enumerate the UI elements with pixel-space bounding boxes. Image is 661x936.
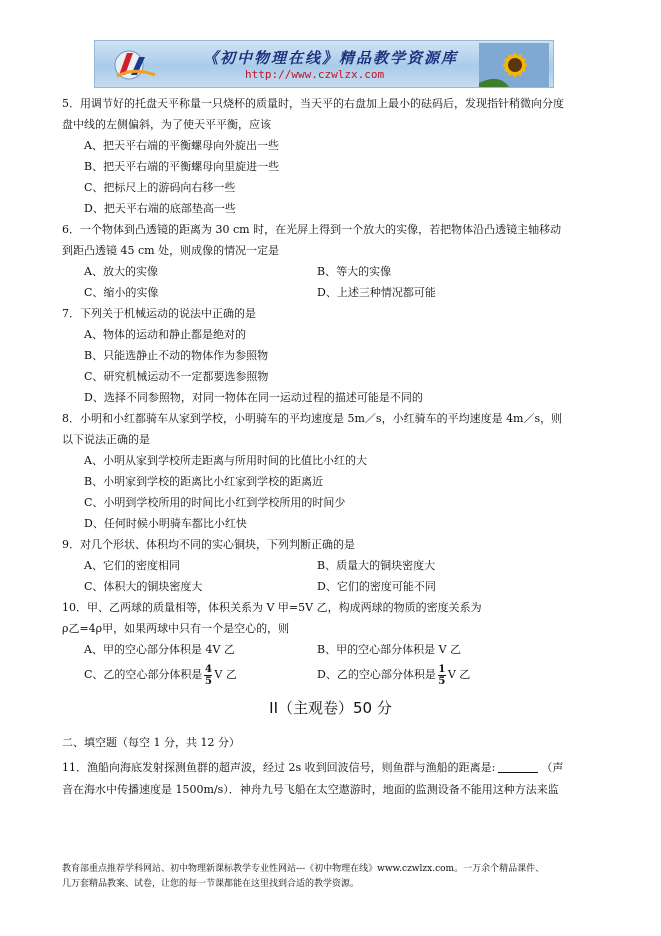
q9-option-d: D、它们的密度可能不同 [317, 580, 436, 593]
q6-options-row2 [62, 282, 602, 303]
q10-option-d-fraction [438, 665, 446, 686]
q10-option-c [62, 660, 317, 690]
q7-option-a: A、物体的运动和静止都是绝对的 [84, 328, 246, 341]
page-footer [62, 862, 602, 892]
q6-stem-line2: 到距凸透镜 45 cm 处，则成像的情况一定是 [62, 244, 280, 257]
q6-option-a: A、放大的实像 [84, 265, 158, 278]
q8-stem-line1: 8．小明和小红都骑车从家到学校，小明骑车的平均速度是 5m／s，小红骑车的平均速度是 4m／s，则 [62, 412, 563, 425]
q7-stem: 7．下列关于机械运动的说法中正确的是 [62, 307, 256, 320]
q10-option-d-unit: V 乙 [447, 668, 471, 681]
q6-option-c: C、缩小的实像 [84, 286, 159, 299]
q6-option-b: B、等大的实像 [317, 265, 392, 278]
q5-option-a: A、把天平右端的平衡螺母向外旋出一些 [84, 139, 279, 152]
q10-options-row1 [62, 639, 602, 660]
q5-option-b: B、把天平右端的平衡螺母向里旋进一些 [84, 160, 280, 173]
q10-option-d-text: D、乙的空心部分体积是 [317, 668, 436, 681]
q5-stem-line2: 盘中线的左侧偏斜，为了使天平平衡，应该 [62, 118, 271, 131]
q9-option-b: B、质量大的铜块密度大 [317, 559, 436, 572]
q7-option-b: B、只能选静止不动的物体作为参照物 [84, 349, 269, 362]
header-banner [94, 40, 554, 88]
q5-option-d: D、把天平右端的底部垫高一些 [84, 202, 236, 215]
q10-option-b: B、甲的空心部分体积是 V 乙 [317, 643, 462, 656]
q11-stem-part2: （声 [541, 761, 564, 774]
q6-option-d: D、上述三种情况都可能 [317, 286, 436, 299]
q10-option-d [317, 660, 550, 690]
q7-option-d: D、选择不同参照物，对同一物体在同一运动过程的描述可能是不同的 [84, 391, 423, 404]
q8-stem-line2: 以下说法正确的是 [62, 433, 150, 446]
q7-option-c: C、研究机械运动不一定都要选参照物 [84, 370, 269, 383]
q11-line2: 音在海水中传播速度是 1500m/s）．神舟九号飞船在太空遨游时，地面的监测设备不能用这种方法来监 [62, 783, 559, 796]
q8-option-b: B、小明家到学校的距离比小红家到学校的距离近 [84, 475, 324, 488]
question-list [62, 93, 602, 690]
q8-option-d: D、任何时候小明骑车都比小红快 [84, 517, 247, 530]
q10-option-c-fraction [204, 665, 212, 686]
q10-options-row2 [62, 660, 602, 690]
q11-line1 [62, 757, 602, 779]
q6-options-row1 [62, 261, 602, 282]
logo-icon [105, 45, 165, 83]
q8-option-c: C、小明到学校所用的时间比小红到学校所用的时间少 [84, 496, 346, 509]
banner-url[interactable]: http://www.czwlzx.com [245, 68, 385, 81]
q10-stem-line2: ρ乙=4ρ甲，如果两球中只有一个是空心的，则 [62, 622, 290, 635]
q10-stem-line1: 10．甲、乙两球的质量相等，体积关系为 V 甲=5V 乙，构成两球的物质的密度关系为 [62, 601, 482, 614]
q11-stem-part1: 11．渔船向海底发射探测鱼群的超声波，经过 2s 收到回波信号，则鱼群与渔船的距离是: [62, 761, 496, 774]
fill-in-heading: 二、填空题（每空 1 分，共 12 分） [62, 736, 240, 749]
q10-option-c-unit: V 乙 [214, 668, 237, 681]
footer-line2: 几万套精品教案、试卷，让您的每一节课都能在这里找到合适的教学资源。 [62, 879, 360, 889]
q10-c-denominator: 5 [204, 675, 212, 687]
q10-option-a: A、甲的空心部分体积是 4V 乙 [84, 643, 235, 656]
q9-options-row1 [62, 555, 602, 576]
q10-c-numerator: 4 [204, 663, 212, 675]
q8-option-a: A、小明从家到学校所走距离与所用时间的比值比小红的大 [84, 454, 367, 467]
q10-d-denominator: 5 [438, 675, 446, 687]
sunflower-icon [479, 43, 549, 87]
q9-stem: 9．对几个形状、体积均不同的实心铜块，下列判断正确的是 [62, 538, 355, 551]
q10-option-c-text: C、乙的空心部分体积是 [84, 668, 203, 681]
footer-line1: 教育部重点推荐学科网站、初中物理新课标教学专业性网站---《初中物理在线》www.czwlzx.com。一万余个精品课件、 [62, 864, 545, 874]
q11-answer-blank[interactable] [498, 760, 538, 773]
q10-d-numerator: 1 [438, 663, 446, 675]
banner-title: 《初中物理在线》精品教学资源库 [203, 49, 459, 67]
q9-options-row2 [62, 576, 602, 597]
q5-option-c: C、把标尺上的游码向右移一些 [84, 181, 236, 194]
q9-option-a: A、它们的密度相同 [84, 559, 180, 572]
q5-stem-line1: 5．用调节好的托盘天平称量一只烧杯的质量时，当天平的右盘加上最小的砝码后，发现指针稍微向分度 [62, 97, 564, 110]
q6-stem-line1: 6．一个物体到凸透镜的距离为 30 cm 时，在光屏上得到一个放大的实像，若把物体沿凸透镜主轴移动 [62, 223, 562, 236]
section-title: II（主观卷）50 分 [269, 699, 392, 717]
q11 [62, 757, 602, 801]
q9-option-c: C、体积大的铜块密度大 [84, 580, 203, 593]
